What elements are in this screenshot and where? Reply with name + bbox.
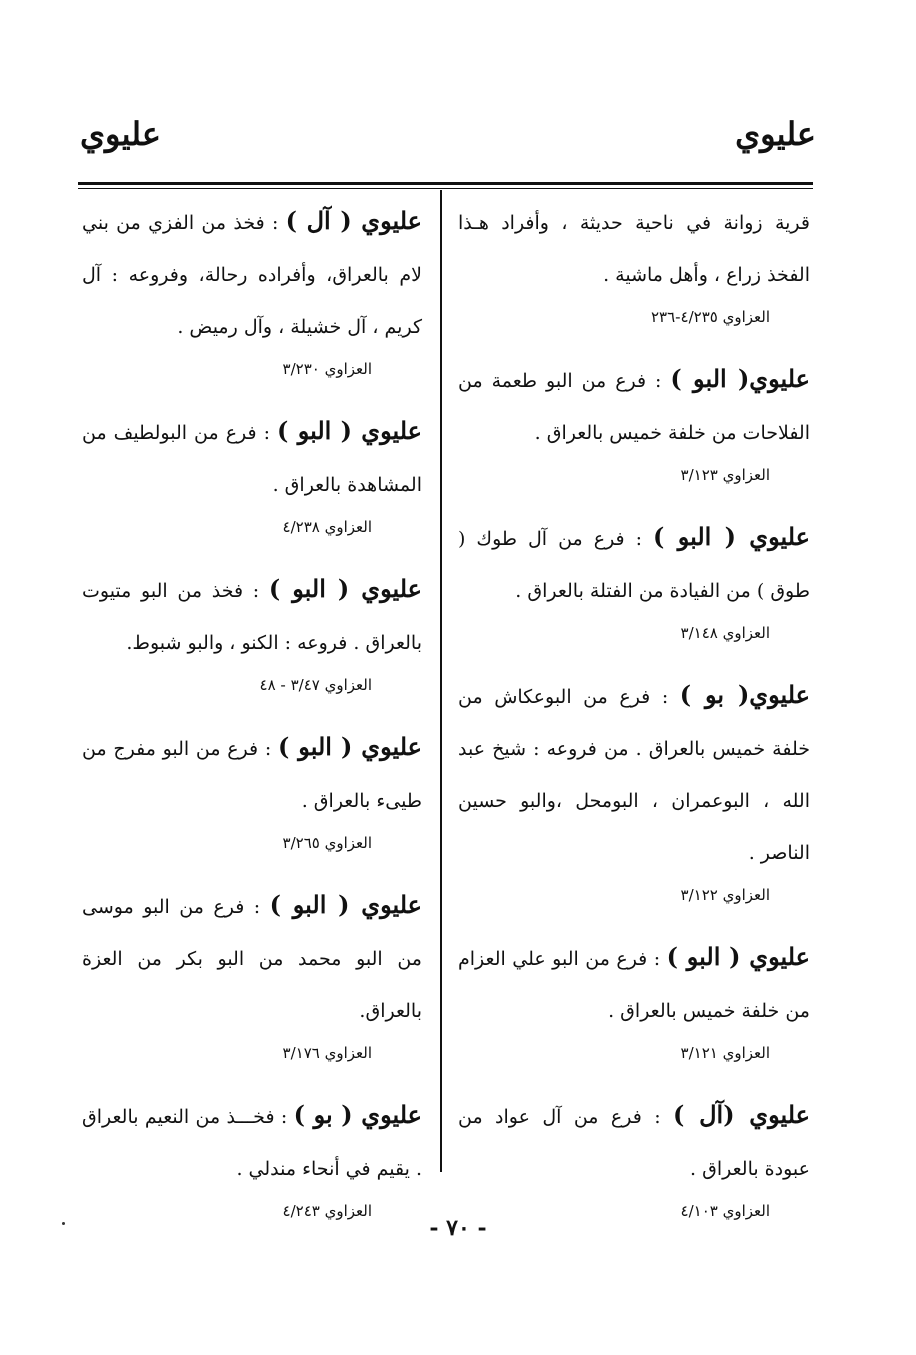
entry-term: عليوي (آل ) <box>673 1100 810 1129</box>
left-column <box>82 195 422 1247</box>
entry <box>82 1089 422 1223</box>
entry-citation: العزاوي ٣/١٢١ <box>680 1044 770 1062</box>
entry-citation: العزاوي ٣/١٤٨ <box>680 624 770 642</box>
entry-body: : فرع من آل طوك ( طوق ) من الفيادة من الفتلة بالعراق . <box>458 528 810 602</box>
entry-term: عليوي( بو ) <box>679 680 810 709</box>
entry-body: : فخذ من البو متيوت بالعراق . فروعه : الكنو ، والبو شبوط. <box>82 580 422 654</box>
entry-term: عليوي ( البو ) <box>268 574 422 603</box>
entry-body: : فرع من البو مفرج من طيىء بالعراق . <box>82 738 422 812</box>
entry-term: عليوي ( البو ) <box>277 416 422 445</box>
entry-citation: العزاوي ٣/٤٧ - ٤٨ <box>259 676 372 694</box>
entry-body: : فخـــذ من النعيم بالعراق . يقيم في أنحاء مندلي . <box>82 1106 422 1180</box>
entry <box>458 1089 810 1223</box>
entry <box>82 879 422 1065</box>
entry-citation: العزاوي ٣/٢٣٠ <box>282 360 372 378</box>
entry <box>458 195 810 329</box>
entry-term: عليوي ( البو ) <box>277 732 423 761</box>
entry-citation: العزاوي ٣/٢٦٥ <box>282 834 372 852</box>
entry-term: عليوي ( آل ) <box>285 206 422 235</box>
entry <box>82 563 422 697</box>
entry <box>82 195 422 381</box>
entry <box>458 511 810 645</box>
ink-speck <box>62 1222 65 1225</box>
entry-citation: العزاوي ٣/١٧٦ <box>282 1044 372 1062</box>
entry-citation: العزاوي ٣/١٢٣ <box>680 466 770 484</box>
entry-citation: العزاوي ٤/٢٣٨ <box>282 518 372 536</box>
right-column <box>458 195 810 1247</box>
entry-term: عليوي( البو ) <box>670 364 810 393</box>
entry-body: : فرع من آل عواد من عبودة بالعراق . <box>458 1106 810 1180</box>
entry-body: قرية زوانة في ناحية حديثة ، وأفراد هـذا الفخذ زراع ، وأهل ماشية . <box>458 212 810 286</box>
entry-body: : فرع من البو موسى من البو محمد من البو بكر من العزة بالعراق. <box>82 896 422 1022</box>
entry <box>458 353 810 487</box>
entry-citation: العزاوي ٤/١٠٣ <box>680 1202 770 1220</box>
entry <box>82 405 422 539</box>
entry <box>458 931 810 1065</box>
running-head-right: عليوي <box>735 115 816 153</box>
entry-body: : فرع من البولطيف من المشاهدة بالعراق . <box>82 422 422 496</box>
entry-term: عليوي ( البو ) <box>653 522 810 551</box>
column-divider <box>440 190 442 1172</box>
running-head-left: عليوي <box>80 115 161 153</box>
entry-body: : فرع من البو طعمة من الفلاحات من خلفة خميس بالعراق . <box>458 370 810 444</box>
entry-body: : فخذ من الفزي من بني لام بالعراق، وأفراده رحالة، وفروعه : آل كريم ، آل خشيلة ، وآل رميض . <box>82 212 422 338</box>
header-rule-thick <box>78 182 813 185</box>
entry <box>458 669 810 907</box>
entry-citation: العزاوي ٣/١٢٢ <box>680 886 770 904</box>
entry-term: عليوي ( البو ) <box>269 890 423 919</box>
entry <box>82 721 422 855</box>
entry-body: : فرع من البو علي العزام من خلفة خميس بالعراق . <box>458 948 810 1022</box>
entry-term: عليوي ( بو ) <box>293 1100 422 1129</box>
page-number: - ٧٠ - <box>429 1215 487 1241</box>
entry-citation: العزاوي ٤/٢٣٥-٢٣٦ <box>650 308 770 326</box>
entry-body: : فرع من البوعكاش من خلفة خميس بالعراق . من فروعه : شيخ عبد الله ، البوعمران ، البومحل ،والبو حسين الناصر . <box>458 686 810 864</box>
header-rule-thin <box>78 188 813 189</box>
entry-term: عليوي ( البو ) <box>666 942 810 971</box>
entry-citation: العزاوي ٤/٢٤٣ <box>282 1202 372 1220</box>
